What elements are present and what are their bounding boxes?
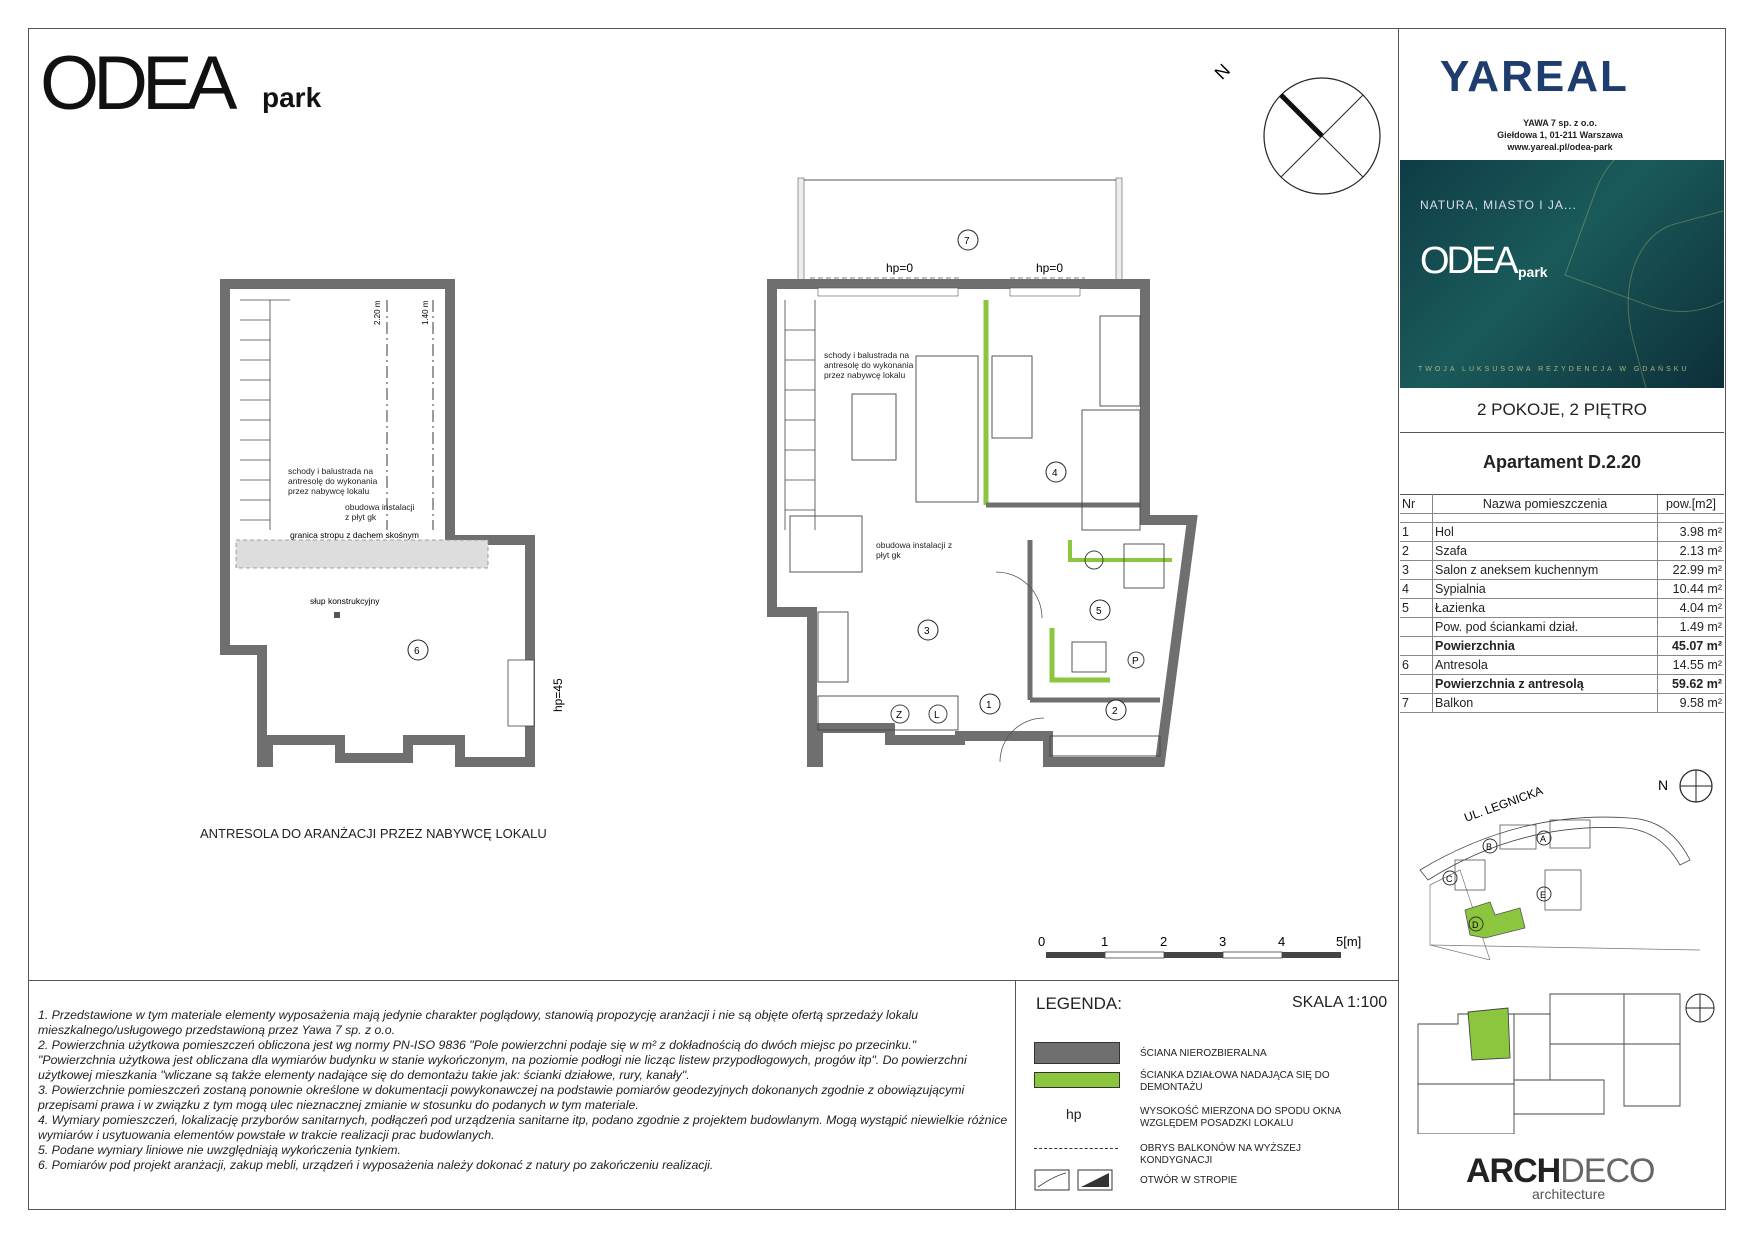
cell-nr [1400, 675, 1433, 694]
room-3-label: 3 [924, 626, 930, 637]
odea-logo-sub: park [262, 82, 322, 113]
room-2-label: 2 [1112, 706, 1118, 717]
note-2: 2. Powierzchnia użytkowa pomieszczeń obliczona jest wg normy PN-ISO 9836 "Pole powierzchni podaje się w m² z dokładnością do dwóch miejsc po przecinku." [38, 1038, 917, 1052]
legend-label-hp: WYSOKOŚĆ MIERZONA DO SPODU OKNA WZGLĘDEM POSADZKI LOKALU [1140, 1106, 1341, 1129]
legend-label-green: ŚCIANKA DZIAŁOWA NADAJĄCA SIĘ DO DEMONTAŻU [1140, 1070, 1330, 1093]
hp-right: hp=0 [1036, 261, 1064, 275]
mezzanine-ceiling-note: granica stropu z dachem skośnym [290, 530, 419, 540]
room-4-label: 4 [1052, 468, 1058, 479]
cell-area: 4.04 m² [1658, 599, 1725, 618]
cell-nr: 2 [1400, 542, 1433, 561]
cell-area: 1.49 m² [1658, 618, 1725, 637]
cell-name: Sypialnia [1433, 580, 1658, 599]
cell-area: 2.13 m² [1658, 542, 1725, 561]
promo-banner [1400, 160, 1724, 388]
developer-website[interactable]: www.yareal.pl/odea-park [1507, 142, 1613, 152]
balcony [798, 178, 1122, 282]
separator [1400, 432, 1724, 433]
mezzanine-stairs-note: schody i balustrada na antresolę do wykonania przez nabywcę lokalu [288, 466, 378, 496]
site-map [1400, 760, 1720, 960]
cell-area: 14.55 m² [1658, 656, 1725, 675]
column-icon [334, 612, 340, 618]
table-row [1400, 561, 1724, 580]
building-label-c: C [1446, 874, 1453, 884]
table-row [1400, 523, 1724, 542]
notes-block [38, 1008, 1008, 1173]
apartment-title: Apartament D.2.20 [1482, 452, 1642, 472]
table-row [1400, 656, 1724, 675]
legend-symbol-opening [1034, 1168, 1118, 1192]
cell-nr: 7 [1400, 694, 1433, 713]
mezzanine-ceiling-band [236, 540, 488, 568]
developer-logo: YAREAL [1440, 52, 1629, 101]
cell-area: 9.58 m² [1658, 694, 1725, 713]
legend-symbol-green [1034, 1072, 1120, 1088]
cell-nr: 5 [1400, 599, 1433, 618]
header-name: Nazwa pomieszczenia [1433, 495, 1658, 514]
banner-tagline: NATURA, MIASTO I JA... [1420, 198, 1577, 212]
cell-area: 10.44 m² [1658, 580, 1725, 599]
scale-tick-4: 4 [1278, 934, 1286, 949]
room-7-label: 7 [964, 236, 970, 247]
cell-area: 3.98 m² [1658, 523, 1725, 542]
building-label-b: B [1486, 842, 1493, 852]
fixture-l-label: L [934, 710, 940, 721]
building-label-a: A [1540, 834, 1547, 844]
banner-logo-sub: park [1518, 264, 1548, 280]
cell-nr [1400, 637, 1433, 656]
banner-bottom-text: TWOJA LUKSUSOWA REZYDENCJA W GDAŃSKU [1418, 366, 1690, 373]
cell-nr [1400, 618, 1433, 637]
note-2b: "Powierzchnia użytkowa jest obliczana dla wymiarów budynku w stanie wykończonym, na poziomie podłogi nie licząc listew przypodłogowych, progów itp". Do powierzchni użytkowej mieszkania "wliczane są także elementy nadające się do demontażu takie jak: ścianki działowe, rury, kanały". [38, 1053, 967, 1082]
room-6-label: 6 [414, 646, 420, 657]
developer-company: YAWA 7 sp. z o.o. [1523, 118, 1597, 128]
table-header-row [1400, 495, 1724, 514]
cell-nr: 4 [1400, 580, 1433, 599]
scale-tick-0: 0 [1038, 934, 1046, 949]
rooms-table [1400, 494, 1724, 713]
header-area: pow.[m2] [1658, 495, 1725, 514]
window-right [1010, 288, 1080, 296]
table-row [1400, 694, 1724, 713]
site-north-label: N [1658, 777, 1669, 793]
north-label: N [1210, 59, 1235, 84]
cell-name: Łazienka [1433, 599, 1658, 618]
cell-name: Powierzchnia z antresolą [1433, 675, 1658, 694]
legend-label-dashed: OBRYS BALKONÓW NA WYŻSZEJ KONDYGNACJI [1140, 1143, 1301, 1166]
cell-name: Hol [1433, 523, 1658, 542]
cell-nr: 6 [1400, 656, 1433, 675]
mezzanine-height-1: 2.20 m [373, 300, 382, 325]
notes-divider [1015, 980, 1016, 1210]
cell-area: 59.62 m² [1658, 675, 1725, 694]
cell-nr: 3 [1400, 561, 1433, 580]
mezzanine-casing-note: obudowa instalacji z płyt gk [345, 502, 415, 522]
table-row [1400, 618, 1724, 637]
mezzanine-plan [225, 284, 565, 762]
cell-area: 22.99 m² [1658, 561, 1725, 580]
scale-tick-2: 2 [1160, 934, 1168, 949]
street-name: UL. LEGNICKA [1462, 783, 1545, 825]
note-6: 6. Pomiarów pod projekt aranżacji, zakup mebli, urządzeń i wyposażenia należy dokonać z natury po zakończeniu realizacji. [38, 1158, 714, 1172]
keyplan-apartment-highlight [1468, 1008, 1510, 1060]
mezzanine-window-hp: hp=45 [551, 678, 565, 712]
scale-tick-1: 1 [1101, 934, 1109, 949]
legend-label-wall: ŚCIANA NIEROZBIERALNA [1140, 1048, 1267, 1059]
scale-bar [1038, 934, 1361, 958]
mezzanine-window [508, 660, 534, 726]
hp-left: hp=0 [886, 261, 914, 275]
rooms-floor: 2 POKOJE, 2 PIĘTRO [1476, 400, 1648, 419]
cell-name: Szafa [1433, 542, 1658, 561]
banner-logo: ODEA [1420, 240, 1516, 282]
cell-name: Antresola [1433, 656, 1658, 675]
scale-tick-3: 3 [1219, 934, 1227, 949]
note-3: 3. Powierzchnie pomieszczeń zostaną ponownie określone w dokumentacji powykonawczej na podstawie pomiarów geodezyjnych dokonanych zgodnie z obowiązującymi przepisami prawa i w związku z tym mogą ulec nieznacznej zmianie w stosunku do podanych w tym materiale. [38, 1083, 965, 1112]
cell-name: Pow. pod ściankami dział. [1433, 618, 1658, 637]
legend-symbol-wall [1034, 1042, 1120, 1064]
apartment-plan [772, 284, 1192, 762]
note-4: 4. Wymiary pomieszczeń, lokalizację przyborów sanitarnych, podłączeń pod urządzenia sanitarne itp, podano zgodnie z projektem budowlanym. Mogą wystąpić niewielkie różnice wymiarów i usytuowania elementów powstałe w trakcie realizacji prac budowlanych. [38, 1113, 1008, 1142]
room-5-label: 5 [1096, 606, 1102, 617]
legend-scale: SKALA 1:100 [1292, 994, 1388, 1011]
architect-logo: ARCHDECO [1466, 1152, 1655, 1190]
column-note: słup konstrukcyjny [310, 596, 380, 606]
architect-logo-sub: architecture [1532, 1186, 1606, 1202]
building-label-d: D [1472, 920, 1479, 930]
note-1: 1. Przedstawione w tym materiale elementy wyposażenia mają jedynie charakter poglądowy, stanowią propozycję aranżacji i nie są objęte ofertą sprzedaży lokalu mieszkalnego/usługowego przedstawioną przez Yawa 7 sp. z o.o. [38, 1008, 919, 1037]
developer-address: Giełdowa 1, 01-211 Warszawa [1497, 130, 1623, 140]
mezzanine-caption: ANTRESOLA DO ARANŻACJI PRZEZ NABYWCĘ LOKALU [200, 826, 547, 841]
header-nr: Nr [1400, 495, 1433, 514]
table-row [1400, 580, 1724, 599]
table-row [1400, 675, 1724, 694]
cell-area: 45.07 m² [1658, 637, 1725, 656]
scale-tick-5: 5[m] [1336, 934, 1362, 949]
table-row [1400, 599, 1724, 618]
note-5: 5. Podane wymiary liniowe nie uwzględniają wykończenia tynkiem. [38, 1143, 401, 1157]
legend-symbol-dashed [1034, 1148, 1118, 1149]
cell-name: Salon z aneksem kuchennym [1433, 561, 1658, 580]
table-row [1400, 637, 1724, 656]
cell-nr: 1 [1400, 523, 1433, 542]
apartment-casing-note: obudowa instalacji z płyt gk [876, 540, 953, 560]
bottom-divider [28, 980, 1398, 981]
table-row [1400, 542, 1724, 561]
cell-name: Balkon [1433, 694, 1658, 713]
window-left [818, 288, 958, 296]
fixture-z-label: Z [896, 710, 903, 721]
cell-name: Powierzchnia [1433, 637, 1658, 656]
odea-logo: ODEA [40, 41, 232, 126]
mezzanine-height-2: 1.40 m [421, 300, 430, 325]
building-keyplan [1404, 984, 1722, 1134]
apartment-stairs-note: schody i balustrada na antresolę do wykonania przez nabywcę lokalu [824, 350, 914, 380]
legend-title: LEGENDA: [1036, 994, 1122, 1013]
fixture-p-label: P [1132, 656, 1139, 667]
legend-symbol-hp: hp [1066, 1106, 1082, 1122]
legend-label-opening: OTWÓR W STROPIE [1140, 1175, 1238, 1186]
room-1-label: 1 [986, 700, 992, 711]
building-label-e: E [1540, 890, 1547, 900]
